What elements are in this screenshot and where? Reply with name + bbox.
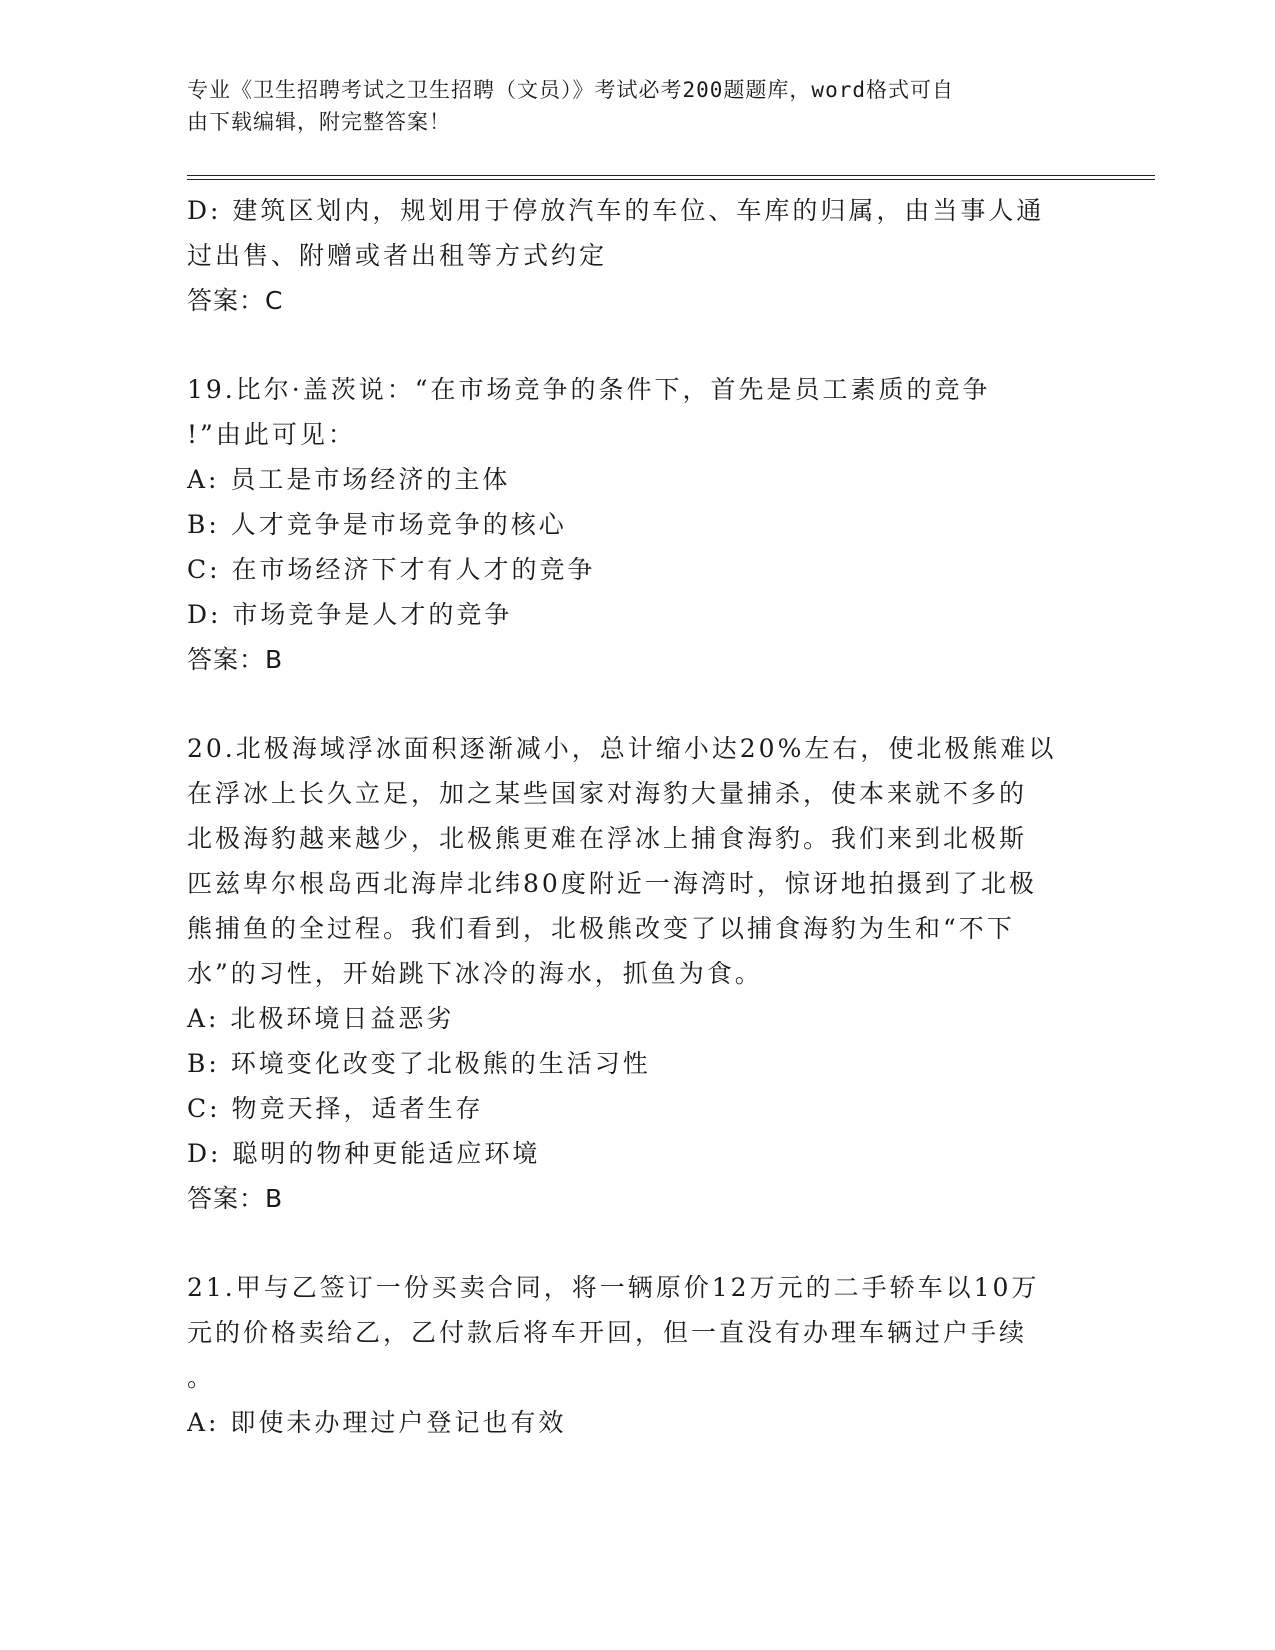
previous-question-tail <box>187 188 1087 323</box>
option-c: C: 在市场经济下才有人才的竞争 <box>187 555 596 584</box>
question-stem: 水”的习性，开始跳下冰冷的海水，抓鱼为食。 <box>187 959 763 988</box>
header-title-line: 专业《卫生招聘考试之卫生招聘（文员）》考试必考200题题库，word格式可自 <box>187 78 954 102</box>
document-body <box>187 188 1087 1445</box>
question-stem: 元的价格卖给乙，乙付款后将车开回，但一直没有办理车辆过户手续 <box>187 1318 1028 1347</box>
option-c: C: 物竞天择，适者生存 <box>187 1094 484 1123</box>
option-a: A: 员工是市场经济的主体 <box>187 465 511 494</box>
question-stem: 20.北极海域浮冰面积逐渐减小，总计缩小达20%左右，使北极熊难以 <box>187 734 1057 763</box>
question-stem: 在浮冰上长久立足，加之某些国家对海豹大量捕杀，使本来就不多的 <box>187 779 1028 808</box>
question-20 <box>187 726 1087 1221</box>
option-d: D: 建筑区划内，规划用于停放汽车的车位、车库的归属，由当事人通 <box>187 196 1045 225</box>
question-21 <box>187 1265 1087 1445</box>
option-b: B: 人才竞争是市场竞争的核心 <box>187 510 567 539</box>
answer: 答案：C <box>187 286 284 315</box>
page-header <box>187 74 1067 138</box>
question-19 <box>187 367 1087 682</box>
question-stem: 。 <box>187 1363 216 1392</box>
header-divider <box>187 175 1155 180</box>
question-stem: 匹兹卑尔根岛西北海岸北纬80度附近一海湾时，惊讶地拍摄到了北极 <box>187 869 1037 898</box>
option-a: A: 北极环境日益恶劣 <box>187 1004 455 1033</box>
answer: 答案：B <box>187 1184 284 1213</box>
option-d: D: 聪明的物种更能适应环境 <box>187 1139 541 1168</box>
question-stem: 北极海豹越来越少，北极熊更难在浮冰上捕食海豹。我们来到北极斯 <box>187 824 1028 853</box>
question-stem: 21.甲与乙签订一份买卖合同，将一辆原价12万元的二手轿车以10万 <box>187 1273 1040 1302</box>
question-stem: 熊捕鱼的全过程。我们看到，北极熊改变了以捕食海豹为生和“不下 <box>187 914 1015 943</box>
option-d: D: 市场竞争是人才的竞争 <box>187 600 513 629</box>
option-d-continued: 过出售、附赠或者出租等方式约定 <box>187 241 608 270</box>
option-b: B: 环境变化改变了北极熊的生活习性 <box>187 1049 651 1078</box>
question-stem: !”由此可见： <box>187 420 356 449</box>
question-stem: 19.比尔·盖茨说：“在市场竞争的条件下，首先是员工素质的竞争 <box>187 375 991 404</box>
answer: 答案：B <box>187 645 284 674</box>
option-a: A: 即使未办理过户登记也有效 <box>187 1408 567 1437</box>
header-title-line: 由下载编辑，附完整答案！ <box>187 110 451 134</box>
